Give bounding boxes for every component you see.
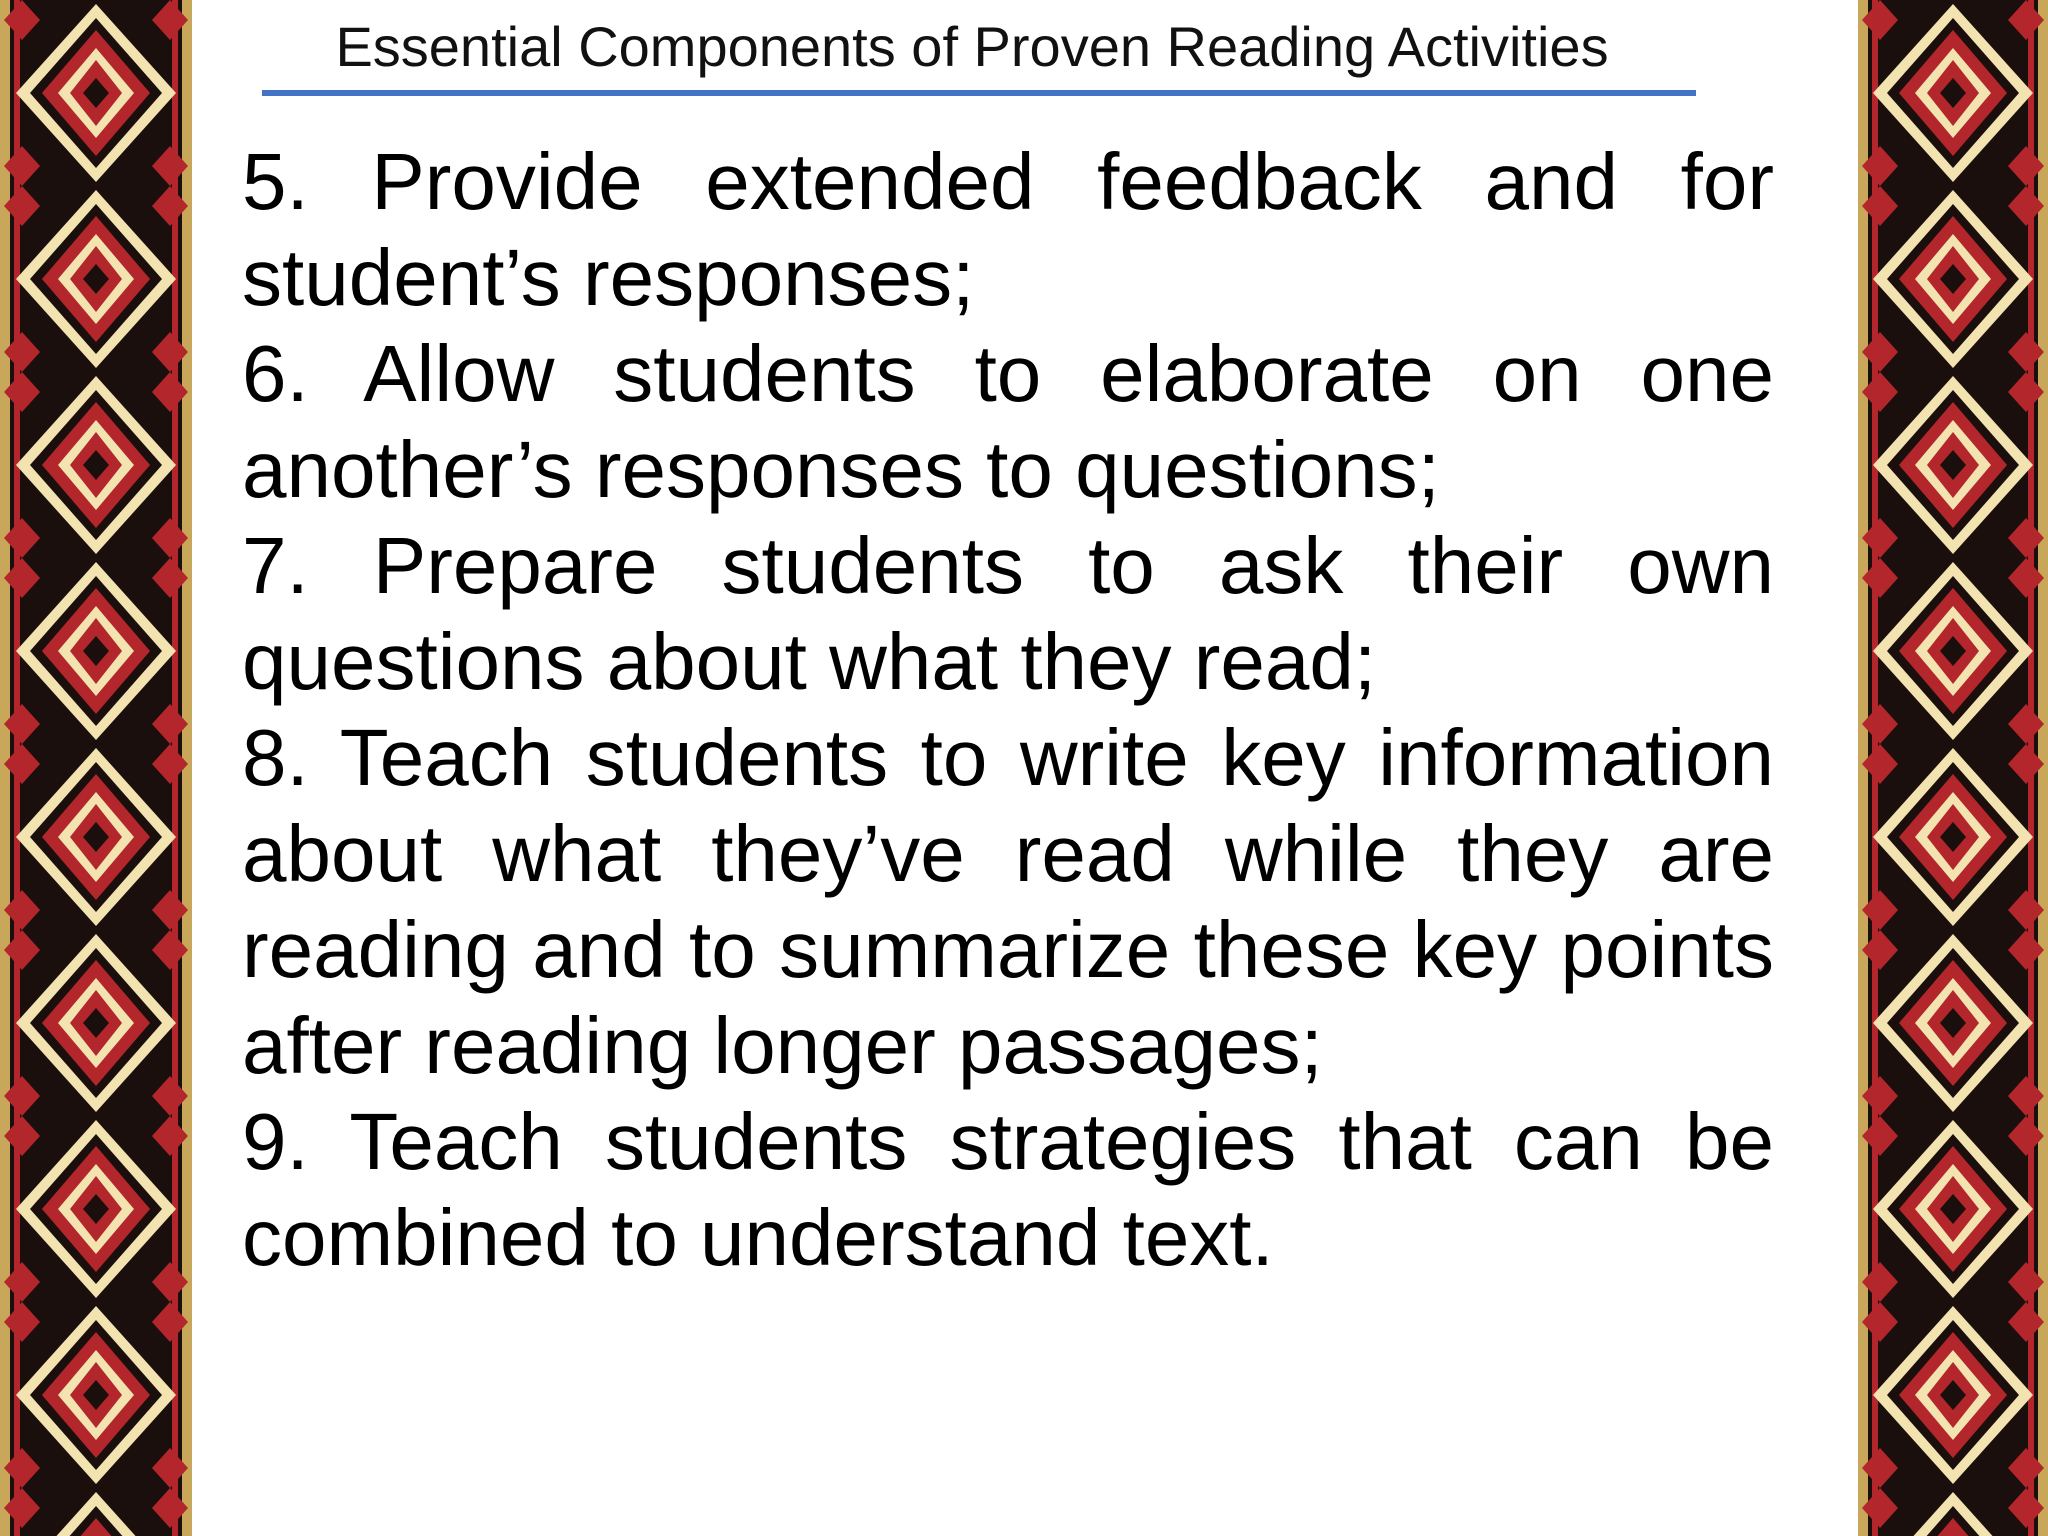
list-item-8: 8. Teach students to write key information about what they’ve read while they are reading and to summarize these key points after reading longer passages;: [242, 713, 1774, 1090]
title-underline: [262, 90, 1696, 96]
woven-pattern-icon: [0, 0, 192, 1536]
list-item-9: 9. Teach students strategies that can be combined to understand text.: [242, 1097, 1774, 1282]
slide-content: [242, 134, 1774, 1286]
left-decorative-border: [0, 0, 192, 1536]
woven-pattern-icon: [1858, 0, 2048, 1536]
slide-title: Essential Components of Proven Reading Activities: [335, 15, 1609, 78]
list-item-7: 7. Prepare students to ask their own questions about what they read;: [242, 521, 1774, 706]
list-item-5: 5. Provide extended feedback and for student’s responses;: [242, 137, 1774, 322]
right-decorative-border: [1858, 0, 2048, 1536]
list-item-6: 6. Allow students to elaborate on one another’s responses to questions;: [242, 329, 1774, 514]
